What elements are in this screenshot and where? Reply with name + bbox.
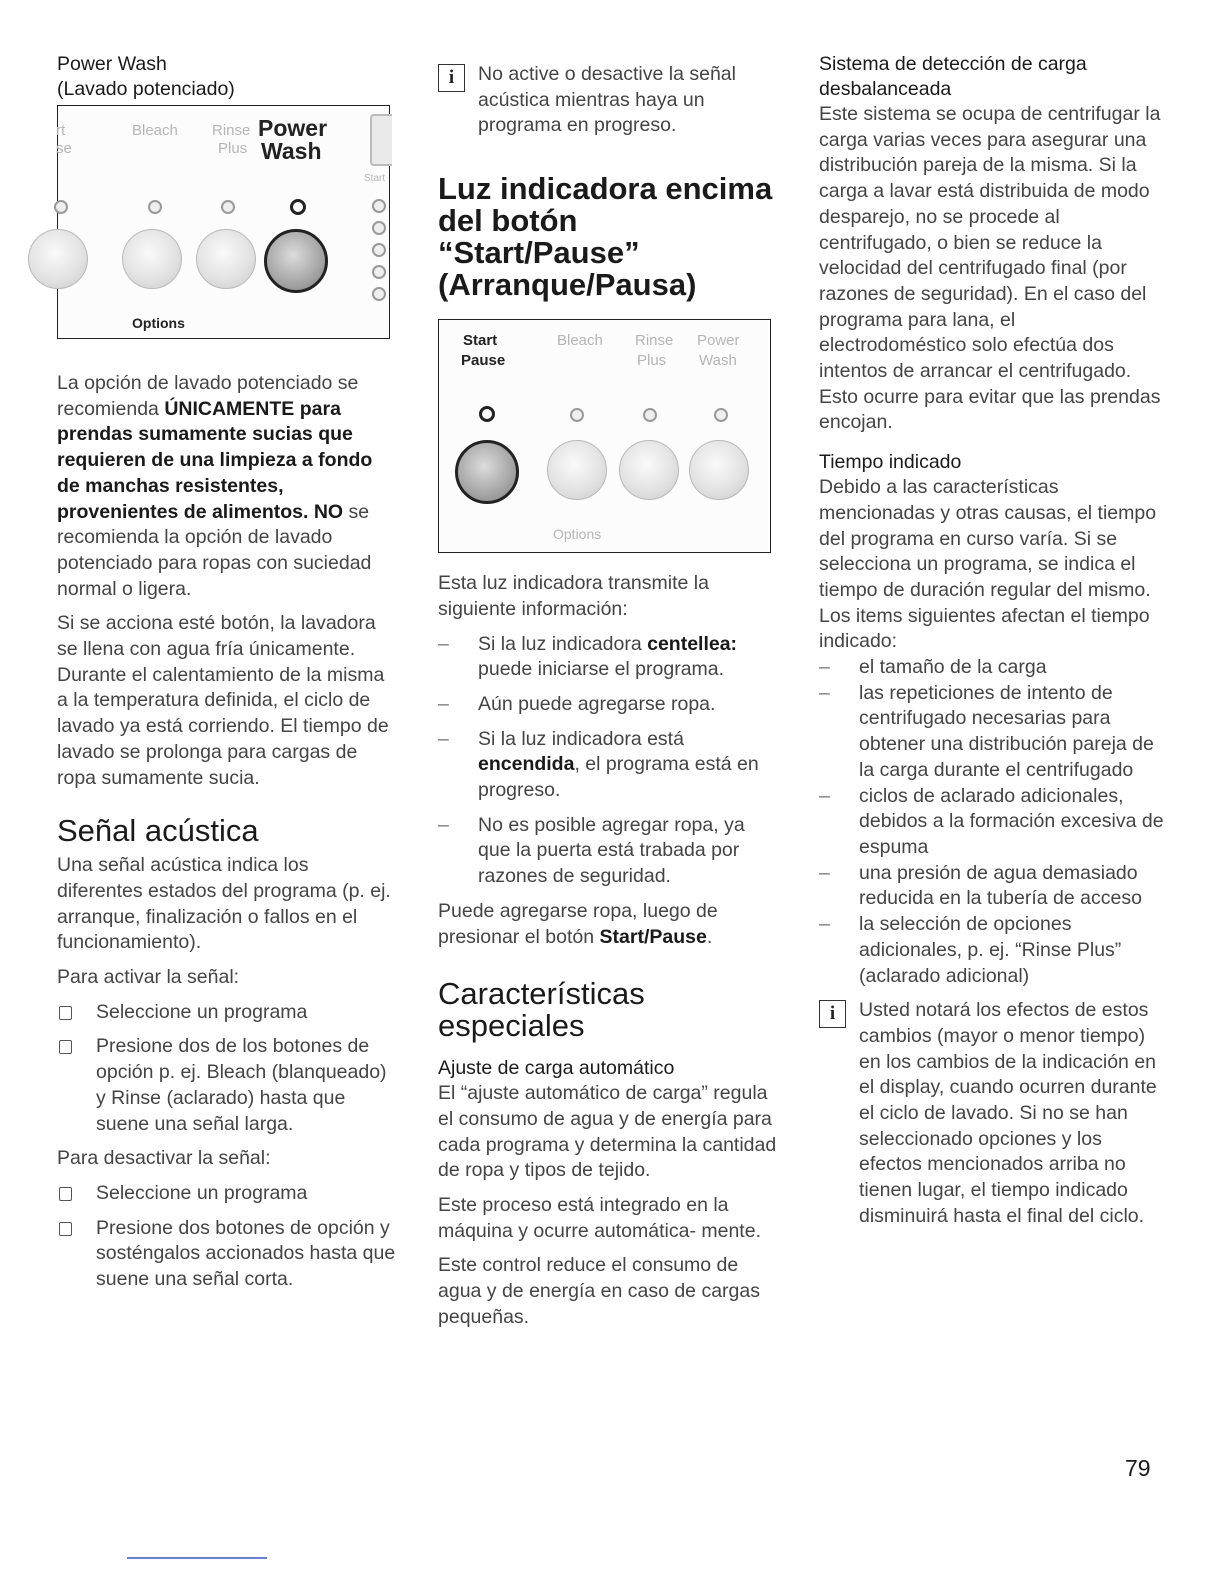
panel1-knob-power-wash (264, 229, 328, 293)
indicator-state-on (438, 727, 778, 804)
heading-senal-acustica: Señal acústica (57, 813, 259, 849)
tiempo-factor-1: – el tamaño de la carga (819, 655, 1164, 681)
panel1-led-rinse (221, 200, 235, 214)
subheading-sistema-deteccion: Sistema de detección de carga desbalanceada (819, 53, 1087, 100)
deactivate-signal-steps (57, 1181, 397, 1293)
info-note-signal-text: No active o desactive la señal acústica mientras haya un programa en progreso. (478, 63, 736, 137)
d3-c: , el programa está en progreso. (478, 753, 759, 802)
panel1-led-right-2 (372, 221, 386, 235)
activate-signal-steps (57, 1000, 397, 1138)
deactivate-step-2 (57, 1216, 397, 1293)
d1-a: Si la luz indicadora (478, 632, 648, 655)
power-wash-recommendation (57, 371, 397, 602)
panel2-label-start: Start (463, 332, 498, 350)
info-icon: i (438, 64, 465, 92)
heading-caracteristicas-especiales: Características especiales (438, 976, 645, 1044)
panel1-knob-bleach (122, 229, 182, 289)
ajuste-description: El “ajuste automático de carga” regula el consumo de agua y de energía para cada programa y determina la cantidad de ropa y tipos de tejido. (438, 1082, 777, 1182)
info-note-time (819, 998, 1164, 1229)
panel2-knob-rinse (619, 440, 679, 500)
tiempo-factor-2: – las repeticiones de intento de centrifugado necesarias para obtener una distribución pareja de la carga durante el centrifugado (819, 681, 1164, 784)
deactivate-step-1-text: Seleccione un programa (96, 1181, 308, 1204)
power-wash-control-panel (57, 105, 390, 339)
d1-b: centellea: (647, 632, 738, 655)
panel2-label-wash: Wash (699, 352, 737, 370)
indicator-state-blinking (438, 632, 778, 683)
panel1-label-rinse: Rinse (212, 122, 251, 139)
panel2-knob-start-pause (455, 440, 519, 504)
indicator-intro: Esta luz indicadora transmite la siguiente información: (438, 572, 709, 620)
panel1-knob-rinse (196, 229, 256, 289)
panel2-label-plus: Plus (637, 352, 667, 370)
subheading-ajuste-carga: Ajuste de carga automático (438, 1057, 675, 1080)
heading-luz-indicadora: Luz indicadora encima del botón “Start/Pause” (Arranque/Pausa) (438, 171, 773, 303)
checkbox-icon (59, 1006, 72, 1020)
checkbox-icon (59, 1187, 72, 1201)
activate-step-1-text: Seleccione un programa (96, 1000, 308, 1023)
activate-step-2 (57, 1034, 397, 1137)
checkbox-icon (59, 1222, 72, 1236)
panel1-label-power: Power (258, 115, 328, 141)
p7-b: Start/Pause (599, 925, 707, 948)
deactivate-step-2-text: Presione dos botones de opción y sosténgalos accionados hasta que suene una señal corta. (96, 1216, 396, 1291)
activate-signal-intro: Para activar la señal: (57, 966, 240, 989)
deactivate-step-1 (57, 1181, 397, 1207)
senal-description: Una señal acústica indica los diferentes estados del programa (p. ej. arranque, finalización o fallos en el funcionamiento). (57, 854, 391, 954)
power-wash-title: Power Wash (57, 53, 167, 75)
panel1-led-right-3 (372, 243, 386, 257)
page-number: 79 (1125, 1455, 1151, 1481)
panel1-label-plus: Plus (218, 140, 248, 157)
panel2-knob-power-wash (689, 440, 749, 500)
tiempo-description: Debido a las características mencionadas y otras causas, el tiempo del programa en curso varía. Si se selecciona un programa, se indica el tiempo de duración regular del mismo. Los items siguientes afectan el tiempo indicado: (819, 476, 1157, 653)
power-wash-description: Si se acciona esté botón, la lavadora se llena con agua fría únicamente. Durante el calentamiento de la misma a la temperatura definida, el ciclo de lavado ya está corriendo. El tiempo de lavado se prolonga para cargas de ropa sumamente sucia. (57, 612, 389, 789)
d1-c: puede iniciarse el programa. (478, 658, 725, 681)
panel1-label-start-fragment: rt (56, 122, 66, 139)
activate-step-2-text: Presione dos de los botones de opción p. ej. Bleach (blanqueado) y Rinse (aclarado) hasta que suene una señal larga. (96, 1035, 387, 1135)
d3-a: Si la luz indicadora está (478, 727, 684, 750)
panel1-label-pause-fragment: se (56, 140, 72, 157)
panel1-start-button-edge (370, 114, 392, 166)
indicator-state-add-laundry: – Aún puede agregarse ropa. (438, 692, 778, 718)
info-note-time-text: Usted notará los efectos de estos cambios (mayor o menor tiempo) en los cambios de la indicación en el display, cuando ocurren durante el ciclo de lavado. Si no se han seleccionado opciones y los efectos mencionados arriba no tienen lugar, el tiempo indicado disminuirá hasta el final del ciclo. (859, 999, 1157, 1227)
activate-step-1 (57, 1000, 397, 1026)
ajuste-reduction: Este control reduce el consumo de agua y de energía en caso de cargas pequeñas. (438, 1254, 760, 1328)
column-middle (438, 52, 778, 1331)
panel1-led-power-wash (290, 199, 306, 215)
panel1-led-bleach (148, 200, 162, 214)
tiempo-factor-3: – ciclos de aclarado adicionales, debidos a la formación excesiva de espuma (819, 784, 1164, 861)
p1-intro: La opción de lavado potenciado se recomienda (57, 372, 359, 420)
subheading-tiempo-indicado: Tiempo indicado (819, 451, 962, 474)
indicator-states (438, 632, 778, 890)
add-laundry-note (438, 899, 778, 950)
panel1-label-wash: Wash (261, 138, 322, 164)
sistema-description: Este sistema se ocupa de centrifugar la carga varias veces para asegurar una distribución pareja de la misma. Si la carga a lavar está distribuida de modo desparejo, no se procede al centrifugado, o bien se reduce la velocidad del centrifugado final (por razones de seguridad). En el caso del programa para lana, el electrodoméstico solo efectúa dos intentos de arrancar el centrifugado. Esto ocurre para evitar que las prendas encojan. (819, 103, 1161, 434)
info-icon: i (819, 1000, 846, 1028)
footer-rule (127, 1557, 267, 1559)
p1-emphasis: ÚNICAMENTE para prendas sumamente sucias que requieren de una limpieza a fondo de manchas resistentes, provenientes de alimentos. NO (57, 397, 373, 523)
d3-b: encendida (478, 753, 575, 776)
panel2-label-power: Power (697, 332, 740, 350)
panel2-label-bleach: Bleach (557, 332, 603, 350)
panel2-label-rinse: Rinse (635, 332, 674, 350)
panel2-led-power-wash (714, 408, 728, 422)
power-wash-subtitle: (Lavado potenciado) (57, 78, 235, 100)
column-left (57, 52, 397, 1293)
panel1-led-right-5 (372, 287, 386, 301)
panel1-label-start: Start (364, 173, 386, 184)
panel2-label-options: Options (553, 526, 602, 543)
column-right (819, 52, 1164, 1230)
p1-outro: se recomienda la opción de lavado potenciado para ropas con suciedad normal o ligera. (57, 500, 372, 600)
info-note-signal (438, 62, 778, 139)
checkbox-icon (59, 1040, 72, 1054)
panel1-label-options: Options (132, 315, 185, 331)
panel2-led-rinse (643, 408, 657, 422)
panel2-label-pause: Pause (461, 352, 506, 370)
panel1-led-pause (54, 200, 68, 214)
panel1-knob-pause (28, 229, 88, 289)
panel1-label-bleach: Bleach (132, 122, 178, 139)
tiempo-factor-5: – la selección de opciones adicionales, p. ej. “Rinse Plus” (aclarado adicional) (819, 912, 1164, 989)
p7-a: Puede agregarse ropa, luego de presionar el botón (438, 899, 718, 948)
p7-c: . (706, 925, 713, 948)
start-pause-control-panel (438, 319, 771, 553)
panel2-led-bleach (570, 408, 584, 422)
panel2-led-start-pause (479, 406, 495, 422)
tiempo-factors (819, 655, 1164, 989)
ajuste-integrated: Este proceso está integrado en la máquina y ocurre automática- mente. (438, 1194, 761, 1242)
tiempo-factor-4: – una presión de agua demasiado reducida en la tubería de acceso (819, 861, 1164, 912)
panel1-led-right-4 (372, 265, 386, 279)
indicator-state-locked: – No es posible agregar ropa, ya que la puerta está trabada por razones de seguridad. (438, 813, 778, 890)
panel1-led-right-1 (372, 199, 386, 213)
deactivate-signal-intro: Para desactivar la señal: (57, 1147, 271, 1170)
panel2-knob-bleach (547, 440, 607, 500)
